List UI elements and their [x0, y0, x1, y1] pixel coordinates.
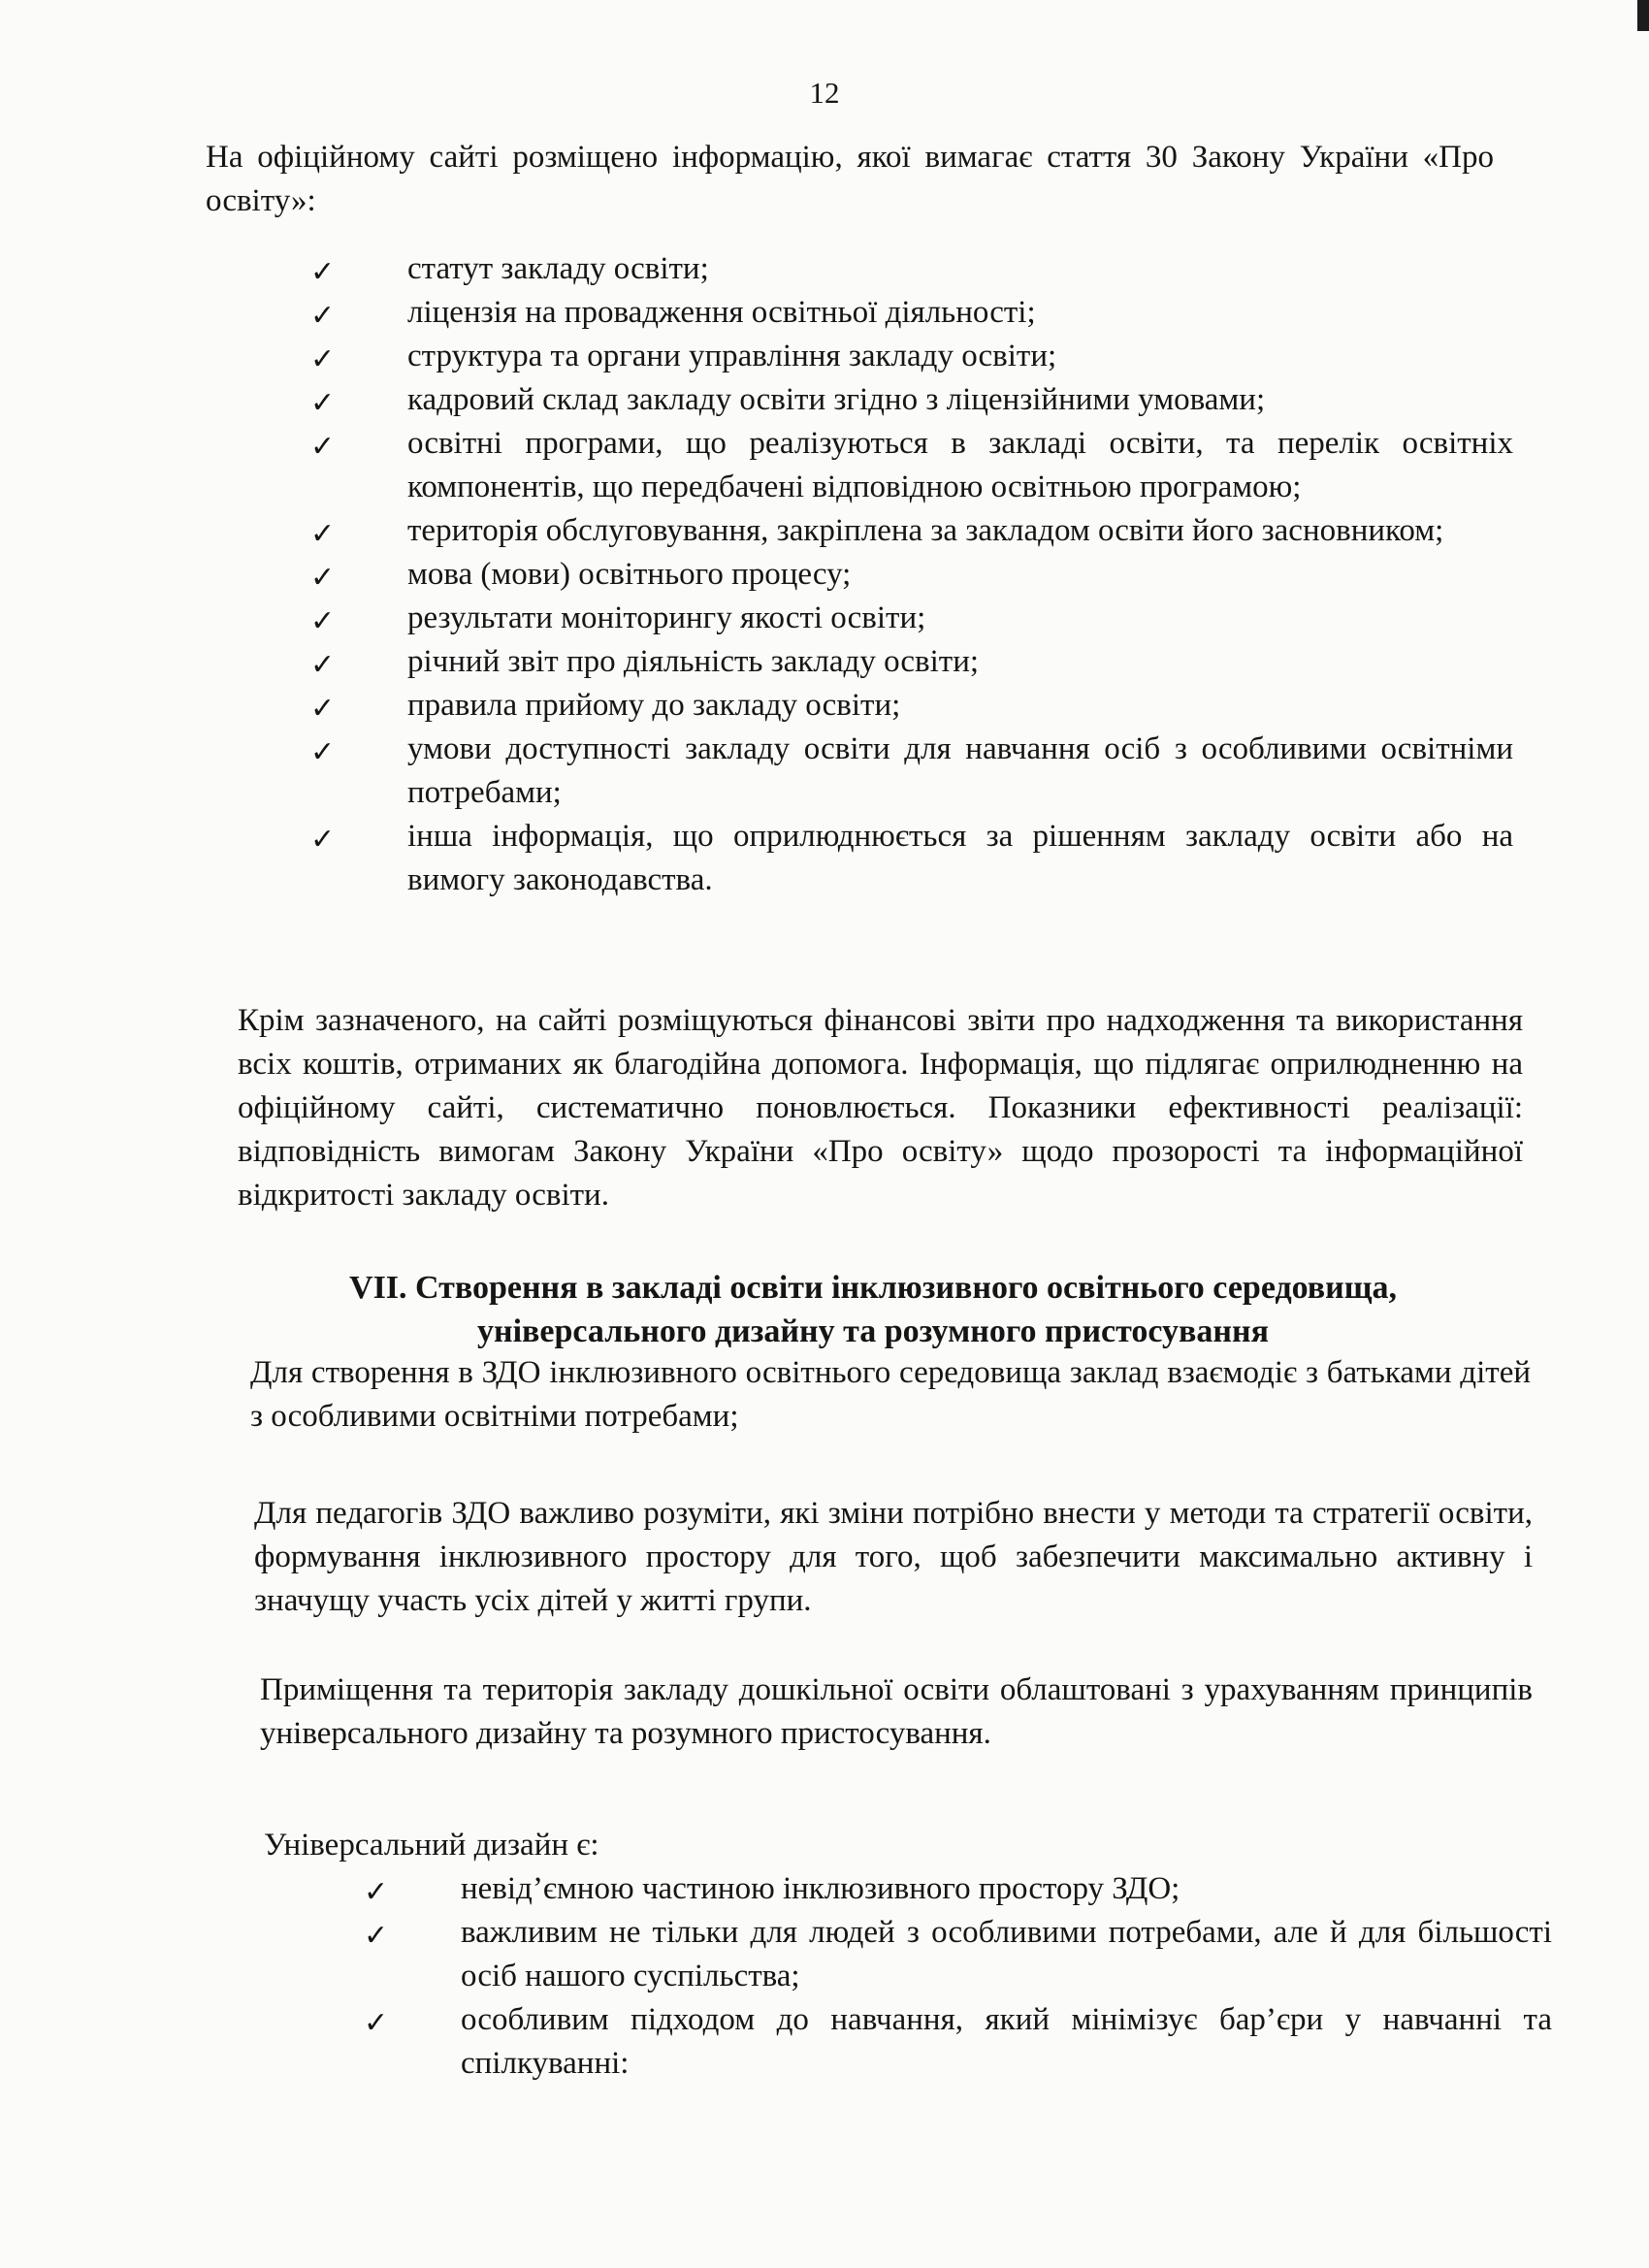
list-item-text: мова (мови) освітнього процесу;	[407, 557, 852, 592]
checkmark-icon: ✓	[310, 648, 336, 682]
list-item	[310, 597, 1513, 640]
list-item-text: правила прийому до закладу освіти;	[407, 688, 901, 723]
list-item	[364, 1998, 1552, 2086]
page-number: 12	[809, 76, 840, 110]
checkmark-icon: ✓	[310, 299, 336, 333]
section-heading	[223, 1266, 1523, 1353]
list-item	[310, 684, 1513, 728]
list-item	[310, 640, 1513, 684]
universal-design-list	[364, 1867, 1552, 2086]
list-item-text: інша інформація, що оприлюднюється за рішенням закладу освіти або на вимогу законодавства.	[407, 819, 1513, 897]
scan-edge-mark	[1637, 0, 1649, 31]
list-item-text: річний звіт про діяльність закладу освіти;	[407, 644, 980, 679]
list-item-text: кадровий склад закладу освіти згідно з ліцензійними умовами;	[407, 382, 1266, 417]
checkmark-icon: ✓	[364, 1875, 389, 1909]
list-item	[310, 335, 1513, 378]
list-item-text: структура та органи управління закладу освіти;	[407, 339, 1057, 373]
list-item	[364, 1867, 1552, 1911]
section-heading-line: VII. Створення в закладі освіти інклюзивного освітнього середовища,	[349, 1270, 1397, 1306]
list-item-text: важливим не тільки для людей з особливими потребами, але й для більшості осіб нашого суспільства;	[461, 1915, 1552, 1993]
list-item	[310, 509, 1513, 553]
section-heading-line: універсального дизайну та розумного пристосування	[477, 1313, 1269, 1349]
universal-design-intro: Універсальний дизайн є:	[264, 1828, 599, 1863]
checkmark-icon: ✓	[310, 823, 336, 857]
list-item-text: невід’ємною частиною інклюзивного простору ЗДО;	[461, 1871, 1180, 1906]
intro-paragraph: На офіційному сайті розміщено інформацію, якої вимагає стаття 30 Закону України «Про освіту»:	[206, 140, 1494, 218]
checkmark-icon: ✓	[310, 386, 336, 420]
list-item	[310, 728, 1513, 815]
checkmark-icon: ✓	[364, 2006, 389, 2040]
checkmark-icon: ✓	[310, 604, 336, 638]
checkmark-icon: ✓	[310, 342, 336, 376]
list-item	[310, 378, 1513, 422]
list-item	[310, 553, 1513, 597]
list-item	[310, 291, 1513, 335]
list-item-text: територія обслуговування, закріплена за закладом освіти його засновником;	[407, 513, 1444, 548]
checkmark-icon: ✓	[310, 430, 336, 464]
list-item-text: умови доступності закладу освіти для навчання осіб з особливими освітніми потребами;	[407, 731, 1513, 810]
required-info-list	[310, 247, 1513, 902]
list-item-text: результати моніторингу якості освіти;	[407, 600, 926, 635]
list-item-text: освітні програми, що реалізуються в закладі освіти, та перелік освітніх компонентів, що передбачені відповідною освітньою програмою;	[407, 426, 1513, 504]
checkmark-icon: ✓	[310, 735, 336, 769]
list-item	[310, 422, 1513, 509]
list-item	[364, 1911, 1552, 1998]
checkmark-icon: ✓	[364, 1919, 389, 1953]
checkmark-icon: ✓	[310, 255, 336, 289]
checkmark-icon: ✓	[310, 692, 336, 726]
list-item	[310, 247, 1513, 291]
list-item	[310, 815, 1513, 902]
list-item-text: ліцензія на провадження освітньої діяльності;	[407, 295, 1036, 330]
list-item-text: особливим підходом до навчання, який мінімізує бар’єри у навчанні та спілкуванні:	[461, 2002, 1552, 2081]
teachers-paragraph: Для педагогів ЗДО важливо розуміти, які зміни потрібно внести у методи та стратегії освіти, формування інклюзивного простору для того, щоб забезпечити максимально активну і значущу участь усіх дітей у житті групи.	[254, 1496, 1533, 1618]
checkmark-icon: ✓	[310, 517, 336, 551]
list-item-text: статут закладу освіти;	[407, 251, 709, 286]
inclusive-environment-paragraph: Для створення в ЗДО інклюзивного освітнього середовища заклад взаємодіє з батьками дітей з особливими освітніми потребами;	[250, 1355, 1531, 1434]
premises-paragraph: Приміщення та територія закладу дошкільної освіти облаштовані з урахуванням принципів універсального дизайну та розумного пристосування.	[260, 1672, 1533, 1751]
checkmark-icon: ✓	[310, 561, 336, 595]
financial-reports-paragraph: Крім зазначеного, на сайті розміщуються фінансові звіти про надходження та використання всіх коштів, отриманих як благодійна допомога. Інформація, що підлягає оприлюдненню на офіційному сайті, систематично поновлюється. Показники ефективності реалізації: відповідність вимогам Закону України «Про освіту» щодо прозорості та інформаційної відкритості закладу освіти.	[238, 1003, 1523, 1213]
